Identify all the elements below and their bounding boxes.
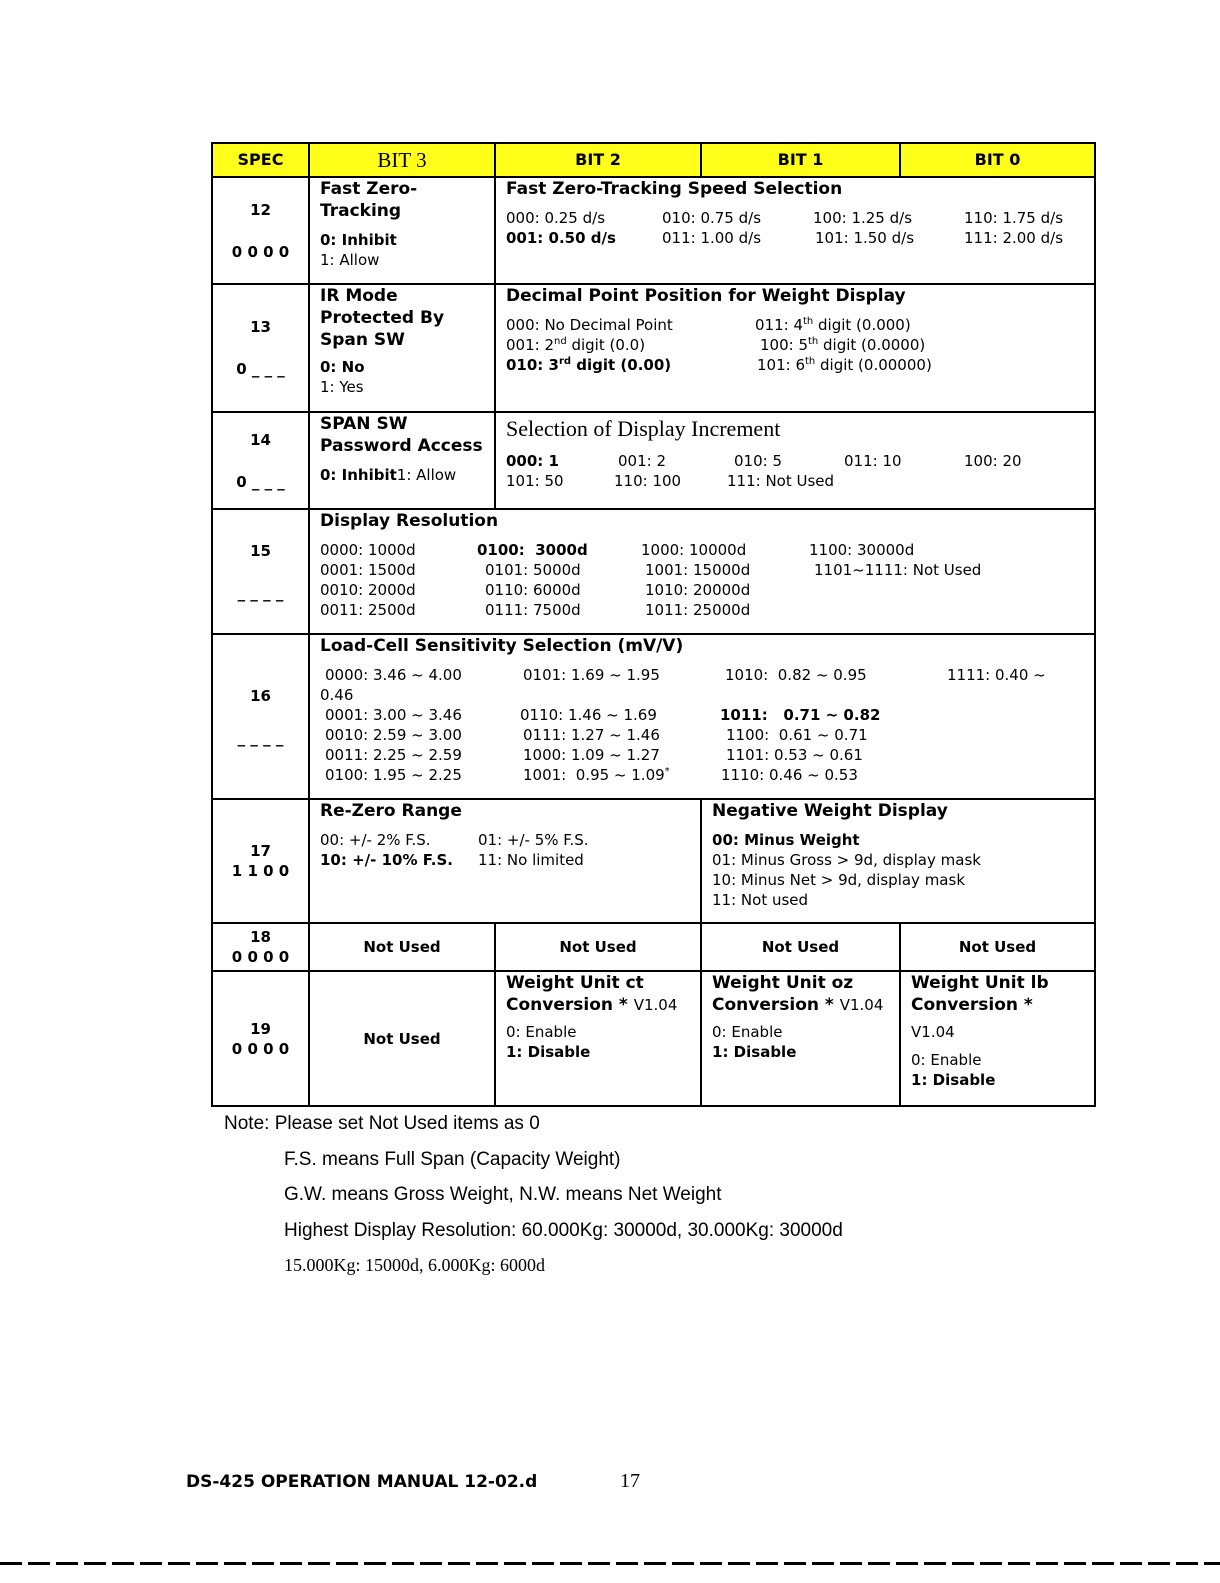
option: 011: 10 (844, 452, 902, 470)
option-selected: 1011: 0.71 ~ 0.82 (720, 706, 881, 724)
option: 011: 1.00 d/s (662, 229, 762, 247)
option: 1000: 1.09 ~ 1.27 (523, 746, 660, 764)
header-bit0: BIT 0 (900, 143, 1095, 177)
field-title: Weight Unit lb Conversion * (911, 973, 1049, 1015)
field-title: Weight Unit ct Conversion * V1.04 (506, 973, 678, 1015)
option-selected: 1: Disable (506, 1043, 591, 1061)
bit3-cell: Not Used (309, 971, 495, 1106)
option: 1001: 0.95 ~ 1.09* (523, 766, 670, 784)
spec-table (211, 142, 1096, 1107)
option: 10: Minus Net > 9d, display mask (712, 871, 966, 889)
bits-cell (495, 177, 1095, 284)
spec-cell (212, 634, 309, 799)
option: 0: Enable (911, 1051, 982, 1069)
spec-cell (212, 412, 309, 509)
spec-code: 0 _ _ _ (236, 472, 285, 491)
bit3-cell (309, 284, 495, 412)
option-selected: 010: 3rd digit (0.00) (506, 356, 672, 374)
option: 1001: 15000d (645, 561, 751, 579)
option: 100: 1.25 d/s (813, 209, 913, 227)
option: 0011: 2.25 ~ 2.59 (325, 746, 462, 764)
option: 0000: 1000d (320, 541, 416, 559)
spec-cell (212, 923, 309, 971)
bits-cell (495, 412, 1095, 509)
note-line: G.W. means Gross Weight, N.W. means Net Weight (284, 1184, 722, 1205)
bit0-cell (900, 971, 1095, 1106)
option: 01: +/- 5% F.S. (478, 831, 589, 849)
bits-cell (309, 634, 1095, 799)
spec-cell (212, 971, 309, 1106)
option: 100: 20 (964, 452, 1022, 470)
bit1-cell (701, 971, 900, 1106)
note-line: 15.000Kg: 15000d, 6.000Kg: 6000d (284, 1255, 545, 1275)
option: 0: Enable (506, 1023, 577, 1041)
option: 1100: 30000d (809, 541, 915, 559)
bit3-option: 1: Allow (320, 251, 380, 269)
option: 0001: 1500d (320, 561, 416, 579)
option: 1101~1111: Not Used (814, 561, 982, 579)
spec-code: 0 _ _ _ (236, 360, 285, 378)
spec-number: 18 (250, 928, 271, 946)
header-row (212, 143, 1095, 177)
bit3-cell: Not Used (309, 923, 495, 971)
option: 1111: 0.40 ~ (947, 666, 1046, 684)
option: 0111: 1.27 ~ 1.46 (523, 726, 660, 744)
bit3-option: 0: Inhibit (320, 231, 397, 249)
spec-code: _ _ _ _ (237, 728, 284, 747)
spec-row-14 (212, 412, 1095, 509)
option: 110: 1.75 d/s (964, 209, 1064, 227)
bits-cell (495, 284, 1095, 412)
bit2-cell: Not Used (495, 923, 701, 971)
bit1-cell: Not Used (701, 923, 900, 971)
header-bit3: BIT 3 (309, 143, 495, 177)
page-number: 17 (620, 1470, 640, 1492)
spec-row-18 (212, 923, 1095, 971)
option: 111: Not Used (727, 472, 835, 490)
option: 010: 5 (734, 452, 782, 470)
bit3-cell (309, 177, 495, 284)
spec-code: 0 0 0 0 (231, 1039, 290, 1058)
option: 0111: 7500d (485, 601, 581, 619)
option: 01: Minus Gross > 9d, display mask (712, 851, 981, 869)
option: 000: No Decimal Point (506, 316, 673, 334)
version: V1.04 (911, 1023, 955, 1041)
spec-number: 15 (250, 541, 271, 560)
field-title: Selection of Display Increment (506, 416, 781, 441)
option: 1110: 0.46 ~ 0.53 (721, 766, 858, 784)
bit3-title: IR Mode Protected By Span SW (320, 286, 445, 350)
field-title: Weight Unit oz Conversion * V1.04 (712, 973, 884, 1015)
bit3-option: 1: Yes (320, 378, 364, 396)
option-selected: 001: 0.50 d/s (506, 229, 616, 247)
note-line: Highest Display Resolution: 60.000Kg: 30000d, 30.000Kg: 30000d (284, 1219, 843, 1241)
option-selected: 1: Disable (712, 1043, 797, 1061)
bit3-option: 0: No (320, 358, 365, 376)
option-selected: 0100: 3000d (477, 541, 588, 559)
option-selected: 10: +/- 10% F.S. (320, 851, 453, 869)
spec-number: 13 (250, 318, 271, 336)
header-bit1: BIT 1 (701, 143, 900, 177)
note-line: F.S. means Full Span (Capacity Weight) (284, 1148, 621, 1170)
field-title: Re-Zero Range (320, 801, 462, 821)
spec-row-15 (212, 509, 1095, 634)
option: 1010: 20000d (645, 581, 751, 599)
rezero-cell (309, 799, 701, 923)
spec-cell (212, 177, 309, 284)
option: 001: 2 (618, 452, 666, 470)
spec-row-13 (212, 284, 1095, 412)
option: 1011: 25000d (645, 601, 751, 619)
option: 0010: 2000d (320, 581, 416, 599)
option: 00: +/- 2% F.S. (320, 831, 431, 849)
field-title: Display Resolution (320, 511, 499, 531)
option: 0011: 2500d (320, 601, 416, 619)
bit3-title: Fast Zero-Tracking (320, 179, 418, 221)
option: 11: No limited (478, 851, 584, 869)
note-line: Note: Please set Not Used items as 0 (224, 1113, 540, 1134)
option: 101: 50 (506, 472, 564, 490)
spec-number: 17 (250, 842, 271, 860)
option: 1101: 0.53 ~ 0.61 (726, 746, 863, 764)
header-bit2: BIT 2 (495, 143, 701, 177)
option: 110: 100 (614, 472, 682, 490)
option: 0101: 5000d (485, 561, 581, 579)
spec-cell (212, 509, 309, 634)
option: 0110: 1.46 ~ 1.69 (520, 706, 657, 724)
option: 0110: 6000d (485, 581, 581, 599)
bit3-cell (309, 412, 495, 509)
option: 1100: 0.61 ~ 0.71 (726, 726, 868, 744)
option: 001: 2nd digit (0.0) (506, 336, 646, 354)
option: 1000: 10000d (641, 541, 747, 559)
bit3-title: SPAN SW Password Access (320, 414, 483, 456)
bit2-cell (495, 971, 701, 1106)
option-selected: 1: Disable (911, 1071, 996, 1089)
footer-manual-title: DS-425 OPERATION MANUAL 12-02.d (186, 1472, 538, 1492)
option: 010: 0.75 d/s (662, 209, 762, 227)
spec-code: 0 0 0 0 (231, 242, 290, 261)
spec-number: 14 (250, 430, 271, 449)
spec-cell (212, 799, 309, 923)
option: 0101: 1.69 ~ 1.95 (523, 666, 660, 684)
option-wrap: 0.46 (320, 686, 354, 704)
header-spec: SPEC (212, 143, 309, 177)
spec-cell (212, 284, 309, 412)
option: 0000: 3.46 ~ 4.00 (325, 666, 462, 684)
field-title: Negative Weight Display (712, 801, 948, 821)
spec-code: _ _ _ _ (237, 583, 284, 602)
spec-row-16 (212, 634, 1095, 799)
option: 101: 1.50 d/s (815, 229, 915, 247)
option: 0001: 3.00 ~ 3.46 (325, 706, 462, 724)
bit3-option: 0: Inhibit (320, 466, 397, 484)
spec-row-19 (212, 971, 1095, 1106)
option: 0: Enable (712, 1023, 783, 1041)
spec-row-17 (212, 799, 1095, 923)
bits-cell (309, 509, 1095, 634)
spec-number: 16 (250, 686, 271, 705)
field-title: Fast Zero-Tracking Speed Selection (506, 179, 843, 199)
option-selected: 000: 1 (506, 452, 559, 470)
bit0-cell: Not Used (900, 923, 1095, 971)
bit3-option: 1: Allow (396, 466, 457, 484)
spec-row-12 (212, 177, 1095, 284)
spec-number: 12 (250, 200, 271, 219)
option: 0010: 2.59 ~ 3.00 (325, 726, 462, 744)
option: 1010: 0.82 ~ 0.95 (725, 666, 867, 684)
option: 111: 2.00 d/s (964, 229, 1064, 247)
option: 11: Not used (712, 891, 809, 909)
option-selected: 00: Minus Weight (712, 831, 860, 849)
option: 000: 0.25 d/s (506, 209, 606, 227)
spec-code: 1 1 0 0 (231, 862, 290, 880)
field-title: Decimal Point Position for Weight Display (506, 286, 906, 306)
page-border-dashes (0, 1562, 1220, 1565)
option: 0100: 1.95 ~ 2.25 (325, 766, 462, 784)
spec-number: 19 (250, 1019, 271, 1038)
notes (224, 1106, 843, 1284)
negative-cell (701, 799, 1095, 923)
option: 011: 4th digit (0.000) (755, 316, 911, 334)
spec-code: 0 0 0 0 (231, 948, 290, 966)
field-title: Load-Cell Sensitivity Selection (mV/V) (320, 636, 684, 656)
option: 100: 5th digit (0.0000) (760, 336, 926, 354)
option: 101: 6th digit (0.00000) (757, 356, 932, 374)
